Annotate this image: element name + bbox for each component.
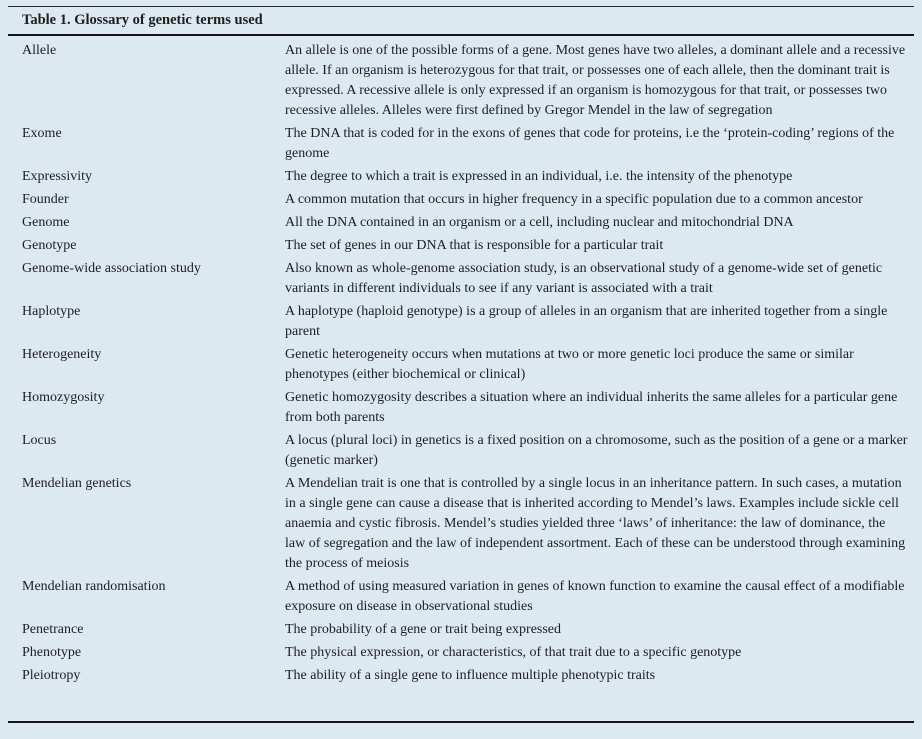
term-cell: Heterogeneity	[22, 347, 102, 362]
definition-cell: The physical expression, or characteristics, of that trait due to a specific genotype	[285, 645, 742, 660]
term-cell: Genome	[22, 215, 70, 230]
term-cell: Founder	[22, 192, 69, 207]
definition-cell: Genetic heterogeneity occurs when mutations at two or more genetic loci produce the same or similar phenotypes (either biochemical or clinical)	[285, 347, 854, 382]
term-cell: Genotype	[22, 238, 77, 253]
definition-cell: Also known as whole-genome association study, is an observational study of a genome-wide set of genetic variants in different individuals to see if any variant is associated with a trait	[285, 261, 883, 296]
definition-cell: A haplotype (haploid genotype) is a group of alleles in an organism that are inherited together from a single parent	[285, 304, 888, 339]
table-row	[8, 236, 914, 256]
term-cell: Genome-wide association study	[22, 261, 201, 276]
table-title: Table 1. Glossary of genetic terms used	[22, 12, 263, 28]
definition-cell: A locus (plural loci) in genetics is a fixed position on a chromosome, such as the position of a gene or a marker (genetic marker)	[285, 433, 908, 468]
definition-cell: The set of genes in our DNA that is responsible for a particular trait	[285, 238, 664, 253]
term-cell: Pleiotropy	[22, 668, 81, 683]
table-row	[8, 41, 914, 121]
definition-cell: A Mendelian trait is one that is controlled by a single locus in an inheritance pattern. In such cases, a mutation in a single gene can cause a disease that is inherited according to Mendel’s laws. Examples include sickle cell anaemia and cystic fibrosis. Mendel’s studies yielded three ‘laws’ of inheritance: the law of dominance, the law of segregation and the law of independent assortment. Each of these can be understood through examining the process of meiosis	[285, 476, 906, 571]
table-row	[8, 124, 914, 164]
term-cell: Expressivity	[22, 169, 92, 184]
definition-cell: All the DNA contained in an organism or a cell, including nuclear and mitochondrial DNA	[285, 215, 794, 230]
table-row	[8, 167, 914, 187]
table-row	[8, 190, 914, 210]
definition-cell: The probability of a gene or trait being expressed	[285, 622, 562, 637]
definition-cell: A common mutation that occurs in higher frequency in a specific population due to a common ancestor	[285, 192, 863, 207]
definition-cell: Genetic homozygosity describes a situation where an individual inherits the same alleles for a particular gene from both parents	[285, 390, 898, 425]
definition-cell: The DNA that is coded for in the exons of genes that code for proteins, i.e the ‘protein-coding’ regions of the genome	[285, 126, 895, 161]
term-cell: Penetrance	[22, 622, 84, 637]
table-row	[8, 666, 914, 686]
table-row	[8, 345, 914, 385]
table-row	[8, 620, 914, 640]
term-cell: Haplotype	[22, 304, 81, 319]
table-body	[8, 36, 914, 721]
term-cell: Locus	[22, 433, 57, 448]
definition-cell: The degree to which a trait is expressed in an individual, i.e. the intensity of the phenotype	[285, 169, 793, 184]
table-row	[8, 302, 914, 342]
table-row	[8, 643, 914, 663]
table-row	[8, 431, 914, 471]
term-cell: Phenotype	[22, 645, 82, 660]
table-row	[8, 259, 914, 299]
bottom-margin	[8, 723, 914, 731]
term-cell: Mendelian randomisation	[22, 579, 166, 594]
table-row	[8, 388, 914, 428]
definition-cell: An allele is one of the possible forms of a gene. Most genes have two alleles, a dominant allele and a recessive allele. If an organism is heterozygous for that trait, or possesses one of each allele, then the dominant trait is expressed. A recessive allele is only expressed if an organism is homozygous for that trait, or possesses two recessive alleles. Alleles were first defined by Gregor Mendel in the law of segregation	[285, 43, 906, 118]
table-row	[8, 474, 914, 574]
term-cell: Exome	[22, 126, 62, 141]
definition-cell: The ability of a single gene to influence multiple phenotypic traits	[285, 668, 656, 683]
definition-cell: A method of using measured variation in genes of known function to examine the causal effect of a modifiable exposure on disease in observational studies	[285, 579, 905, 614]
table-row	[8, 213, 914, 233]
term-cell: Allele	[22, 43, 57, 58]
term-cell: Homozygosity	[22, 390, 105, 405]
term-cell: Mendelian genetics	[22, 476, 132, 491]
table-row	[8, 577, 914, 617]
